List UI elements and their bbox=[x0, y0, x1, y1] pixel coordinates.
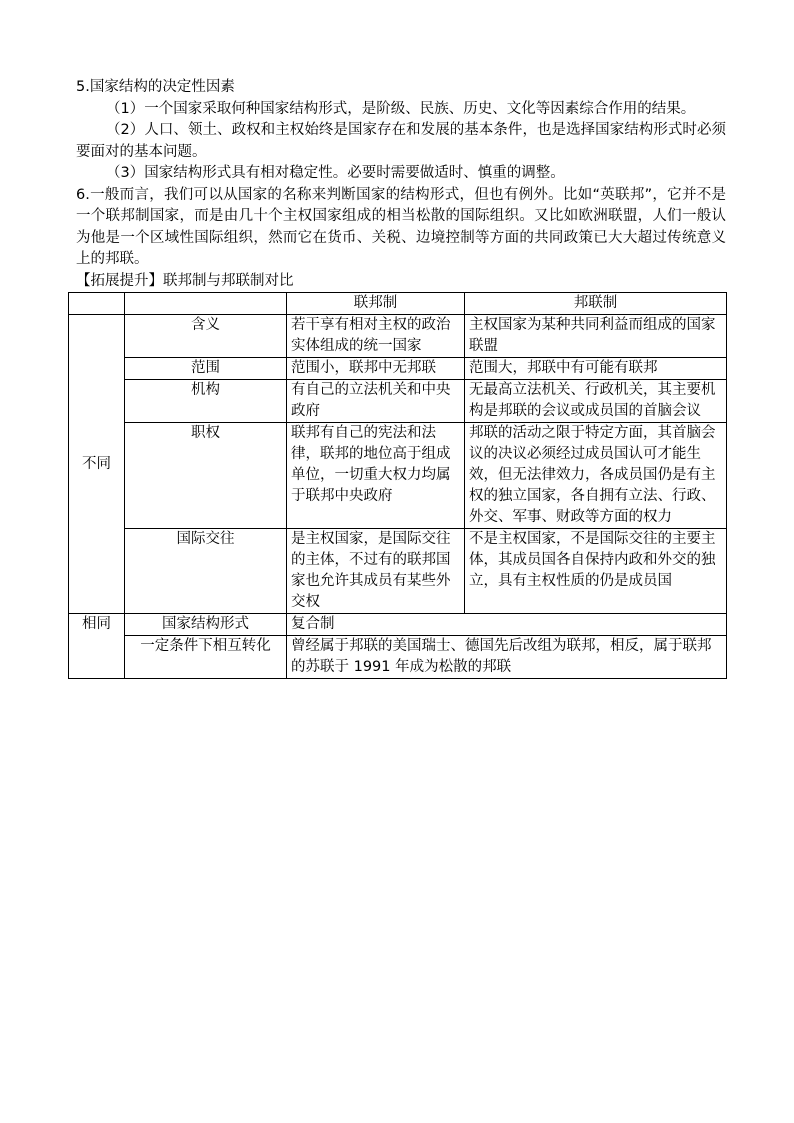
confederal-cell: 不是主权国家，不是国际交往的主要主体，其成员国各自保持内政和外交的独立，具有主权性质的仍是成员国 bbox=[465, 529, 727, 614]
table-row bbox=[69, 529, 727, 614]
paragraph-factor-3: （3）国家结构形式具有相对稳定性。必要时需要做适时、慎重的调整。 bbox=[106, 165, 565, 181]
row-label: 机构 bbox=[125, 380, 287, 423]
confederal-cell: 范围大，邦联中有可能有联邦 bbox=[465, 358, 727, 380]
table-header-row bbox=[69, 293, 727, 315]
paragraph-factor-1: （1）一个国家采取何种国家结构形式，是阶级、民族、历史、文化等因素综合作用的结果。 bbox=[106, 100, 696, 117]
confederal-cell: 无最高立法机关、行政机关，其主要机构是邦联的会议或成员国的首脑会议 bbox=[465, 380, 727, 423]
row-label: 一定条件下相互转化 bbox=[125, 636, 287, 679]
table-row bbox=[69, 636, 727, 679]
table-row bbox=[69, 358, 727, 380]
group-diff-label: 不同 bbox=[69, 315, 125, 614]
group-same-label: 相同 bbox=[69, 614, 125, 679]
header-confederal: 邦联制 bbox=[465, 293, 727, 315]
merged-value-cell: 曾经属于邦联的美国瑞士、德国先后改组为联邦，相反，属于联邦的苏联于 1991 年成为松散的邦联 bbox=[287, 636, 727, 679]
table-row bbox=[69, 380, 727, 423]
federal-cell: 若干享有相对主权的政治实体组成的统一国家 bbox=[287, 315, 465, 358]
federal-cell: 联邦有自己的宪法和法律，联邦的地位高于组成单位，一切重大权力均属于联邦中央政府 bbox=[287, 423, 465, 529]
header-empty-2 bbox=[125, 293, 287, 315]
header-empty-1 bbox=[69, 293, 125, 315]
row-label: 国家结构形式 bbox=[125, 614, 287, 636]
table-row bbox=[69, 315, 727, 358]
section-heading-5: 5.国家结构的决定性因素 bbox=[76, 79, 235, 95]
federal-cell: 有自己的立法机关和中央政府 bbox=[287, 380, 465, 423]
federal-cell: 范围小，联邦中无邦联 bbox=[287, 358, 465, 380]
merged-value-cell: 复合制 bbox=[287, 614, 727, 636]
comparison-table bbox=[68, 292, 727, 679]
table-row bbox=[69, 423, 727, 529]
row-label: 国际交往 bbox=[125, 529, 287, 614]
paragraph-section-6: 6.一般而言，我们可以从国家的名称来判断国家的结构形式，但也有例外。比如“英联邦”，它并不是一个联邦制国家，而是由几十个主权国家组成的相当松散的国际组织。又比如欧洲联盟，人们一般认为他是一个区域性国际组织，然而它在货币、关税、边境控制等方面的共同政策已大大超过传统意义上的邦联。 bbox=[76, 186, 726, 267]
document-content bbox=[76, 77, 726, 679]
confederal-cell: 邦联的活动之限于特定方面，其首脑会议的决议必须经过成员国认可才能生效，但无法律效力，各成员国仍是有主权的独立国家，各自拥有立法、行政、外交、军事、财政等方面的权力 bbox=[465, 423, 727, 529]
extension-heading: 【拓展提升】联邦制与邦联制对比 bbox=[76, 272, 294, 289]
table-row bbox=[69, 614, 727, 636]
row-label: 含义 bbox=[125, 315, 287, 358]
header-federal: 联邦制 bbox=[287, 293, 465, 315]
federal-cell: 是主权国家，是国际交往的主体，不过有的联邦国家也允许其成员有某些外交权 bbox=[287, 529, 465, 614]
row-label: 职权 bbox=[125, 423, 287, 529]
row-label: 范围 bbox=[125, 358, 287, 380]
paragraph-factor-2: （2）人口、领土、政权和主权始终是国家存在和发展的基本条件，也是选择国家结构形式时必须要面对的基本问题。 bbox=[76, 122, 726, 160]
confederal-cell: 主权国家为某种共同利益而组成的国家联盟 bbox=[465, 315, 727, 358]
